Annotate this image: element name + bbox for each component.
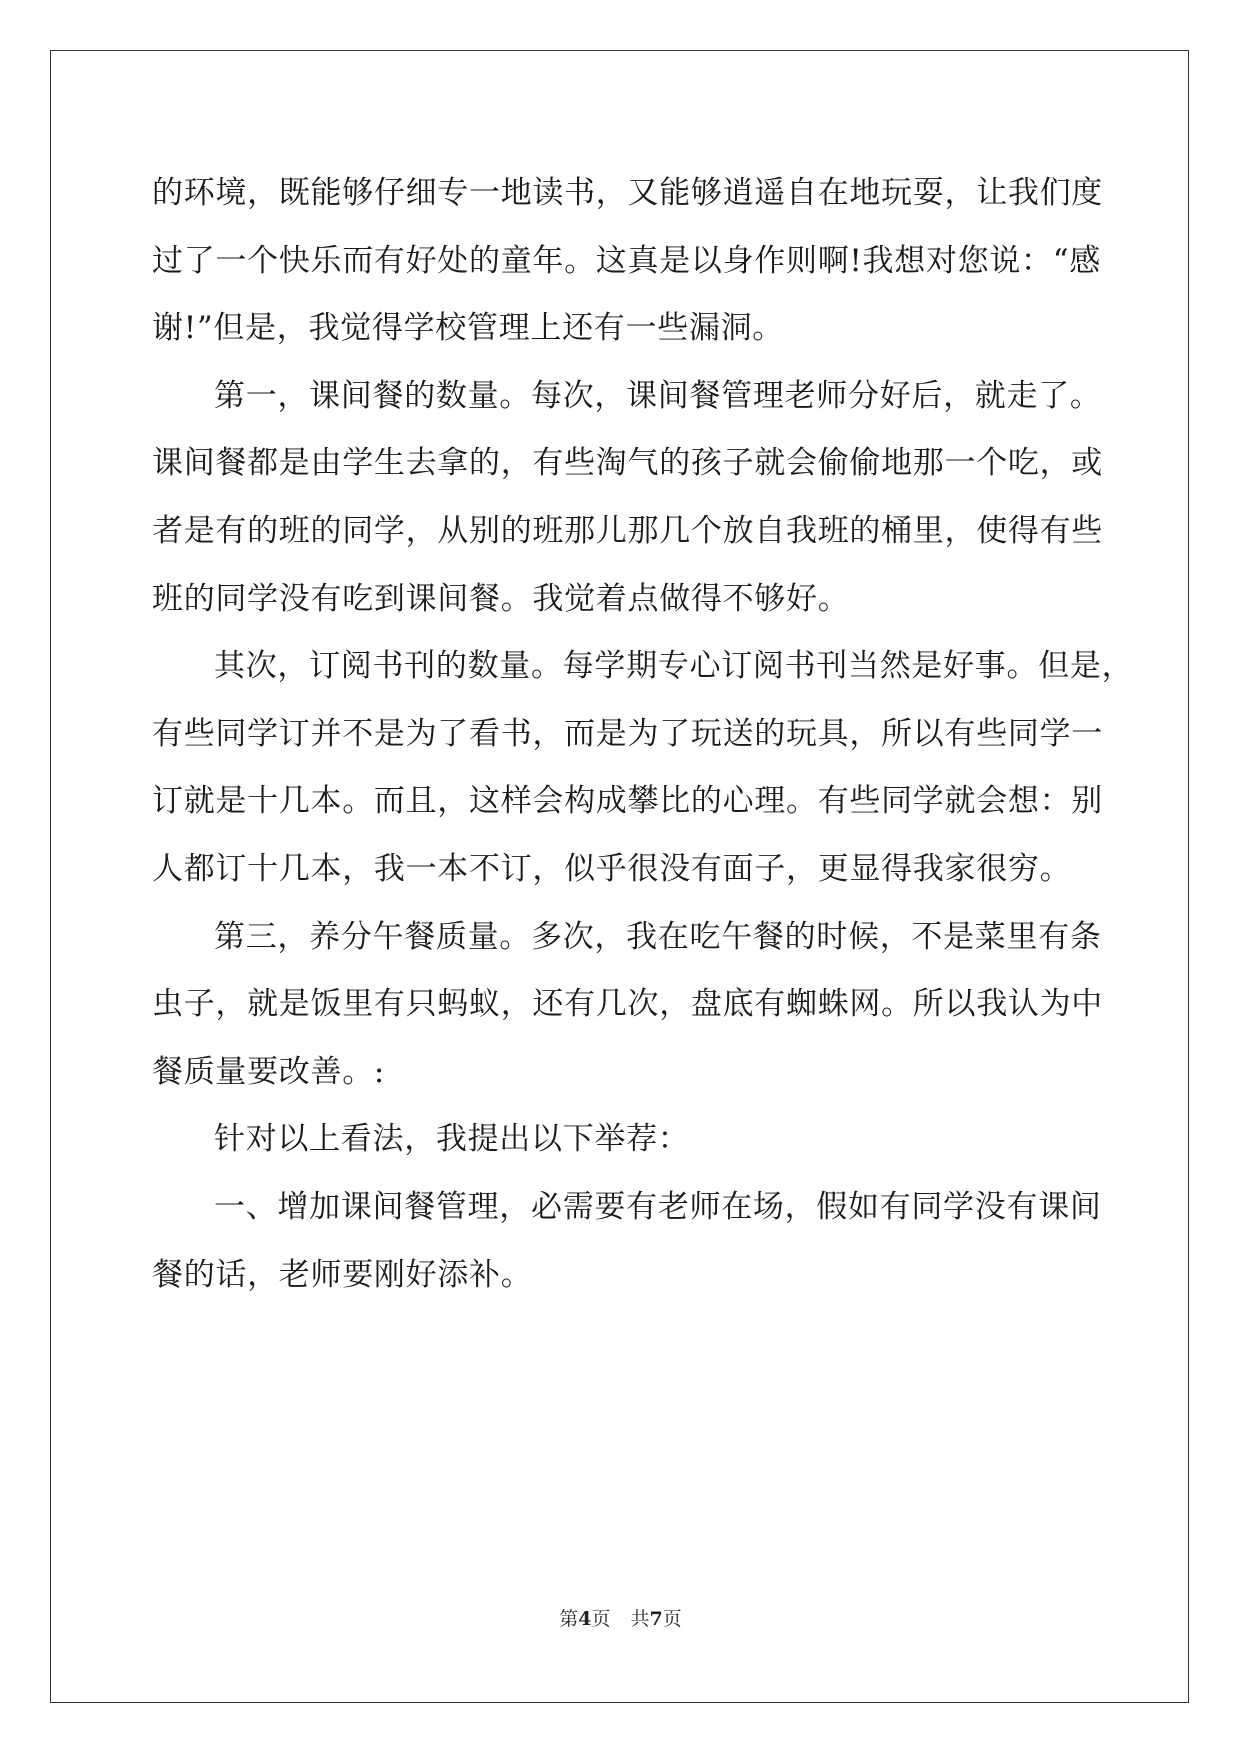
text-line: 一、增加课间餐管理，必需要有老师在场，假如有同学没有课间 (214, 1188, 1102, 1225)
current-page-number: 4 (578, 1608, 592, 1630)
text-line: 订就是十几本。而且，这样会构成攀比的心理。有些同学就会想：别 (152, 783, 1103, 820)
text-line: 者是有的班的同学，从别的班那儿那几个放自我班的桶里，使得有些 (152, 512, 1103, 549)
total-page-number: 7 (649, 1608, 663, 1630)
text-line: 的环境，既能够仔细专一地读书，又能够逍遥自在地玩耍，让我们度 (152, 175, 1103, 211)
footer-total-unit: 页 (662, 1608, 682, 1630)
text-line: 餐的话，老师要刚好添补。 (152, 1256, 533, 1293)
text-line: 其次，订阅书刊的数量。每学期专心订阅书刊当然是好事。但是， (214, 648, 1134, 685)
footer-total-prefix: 共 (630, 1608, 650, 1630)
text-line: 虫子，就是饭里有只蚂蚁，还有几次，盘底有蜘蛛网。所以我认为中 (152, 986, 1103, 1023)
document-body (152, 160, 1134, 1309)
text-line: 谢!”但是，我觉得学校管理上还有一些漏洞。 (152, 310, 785, 347)
text-line: 餐质量要改善。: (152, 1053, 386, 1090)
page-footer (0, 1604, 1241, 1631)
footer-page-unit: 页 (591, 1608, 611, 1630)
text-line: 课间餐都是由学生去拿的，有些淘气的孩子就会偷偷地那一个吃，或 (152, 445, 1103, 482)
text-line: 班的同学没有吃到课间餐。我觉着点做得不够好。 (152, 580, 850, 617)
footer-prefix: 第 (559, 1608, 579, 1630)
text-line: 人都订十几本，我一本不订，似乎很没有面子，更显得我家很穷。 (152, 850, 1072, 887)
text-line: 第三，养分午餐质量。多次，我在吃午餐的时候，不是菜里有条 (214, 918, 1102, 955)
text-line: 针对以上看法，我提出以下举荐： (214, 1121, 690, 1158)
text-line: 有些同学订并不是为了看书，而是为了玩送的玩具，所以有些同学一 (152, 715, 1103, 752)
text-line: 过了一个快乐而有好处的童年。这真是以身作则啊!我想对您说：“感 (152, 242, 1102, 279)
text-line: 第一，课间餐的数量。每次，课间餐管理老师分好后，就走了。 (214, 377, 1102, 414)
